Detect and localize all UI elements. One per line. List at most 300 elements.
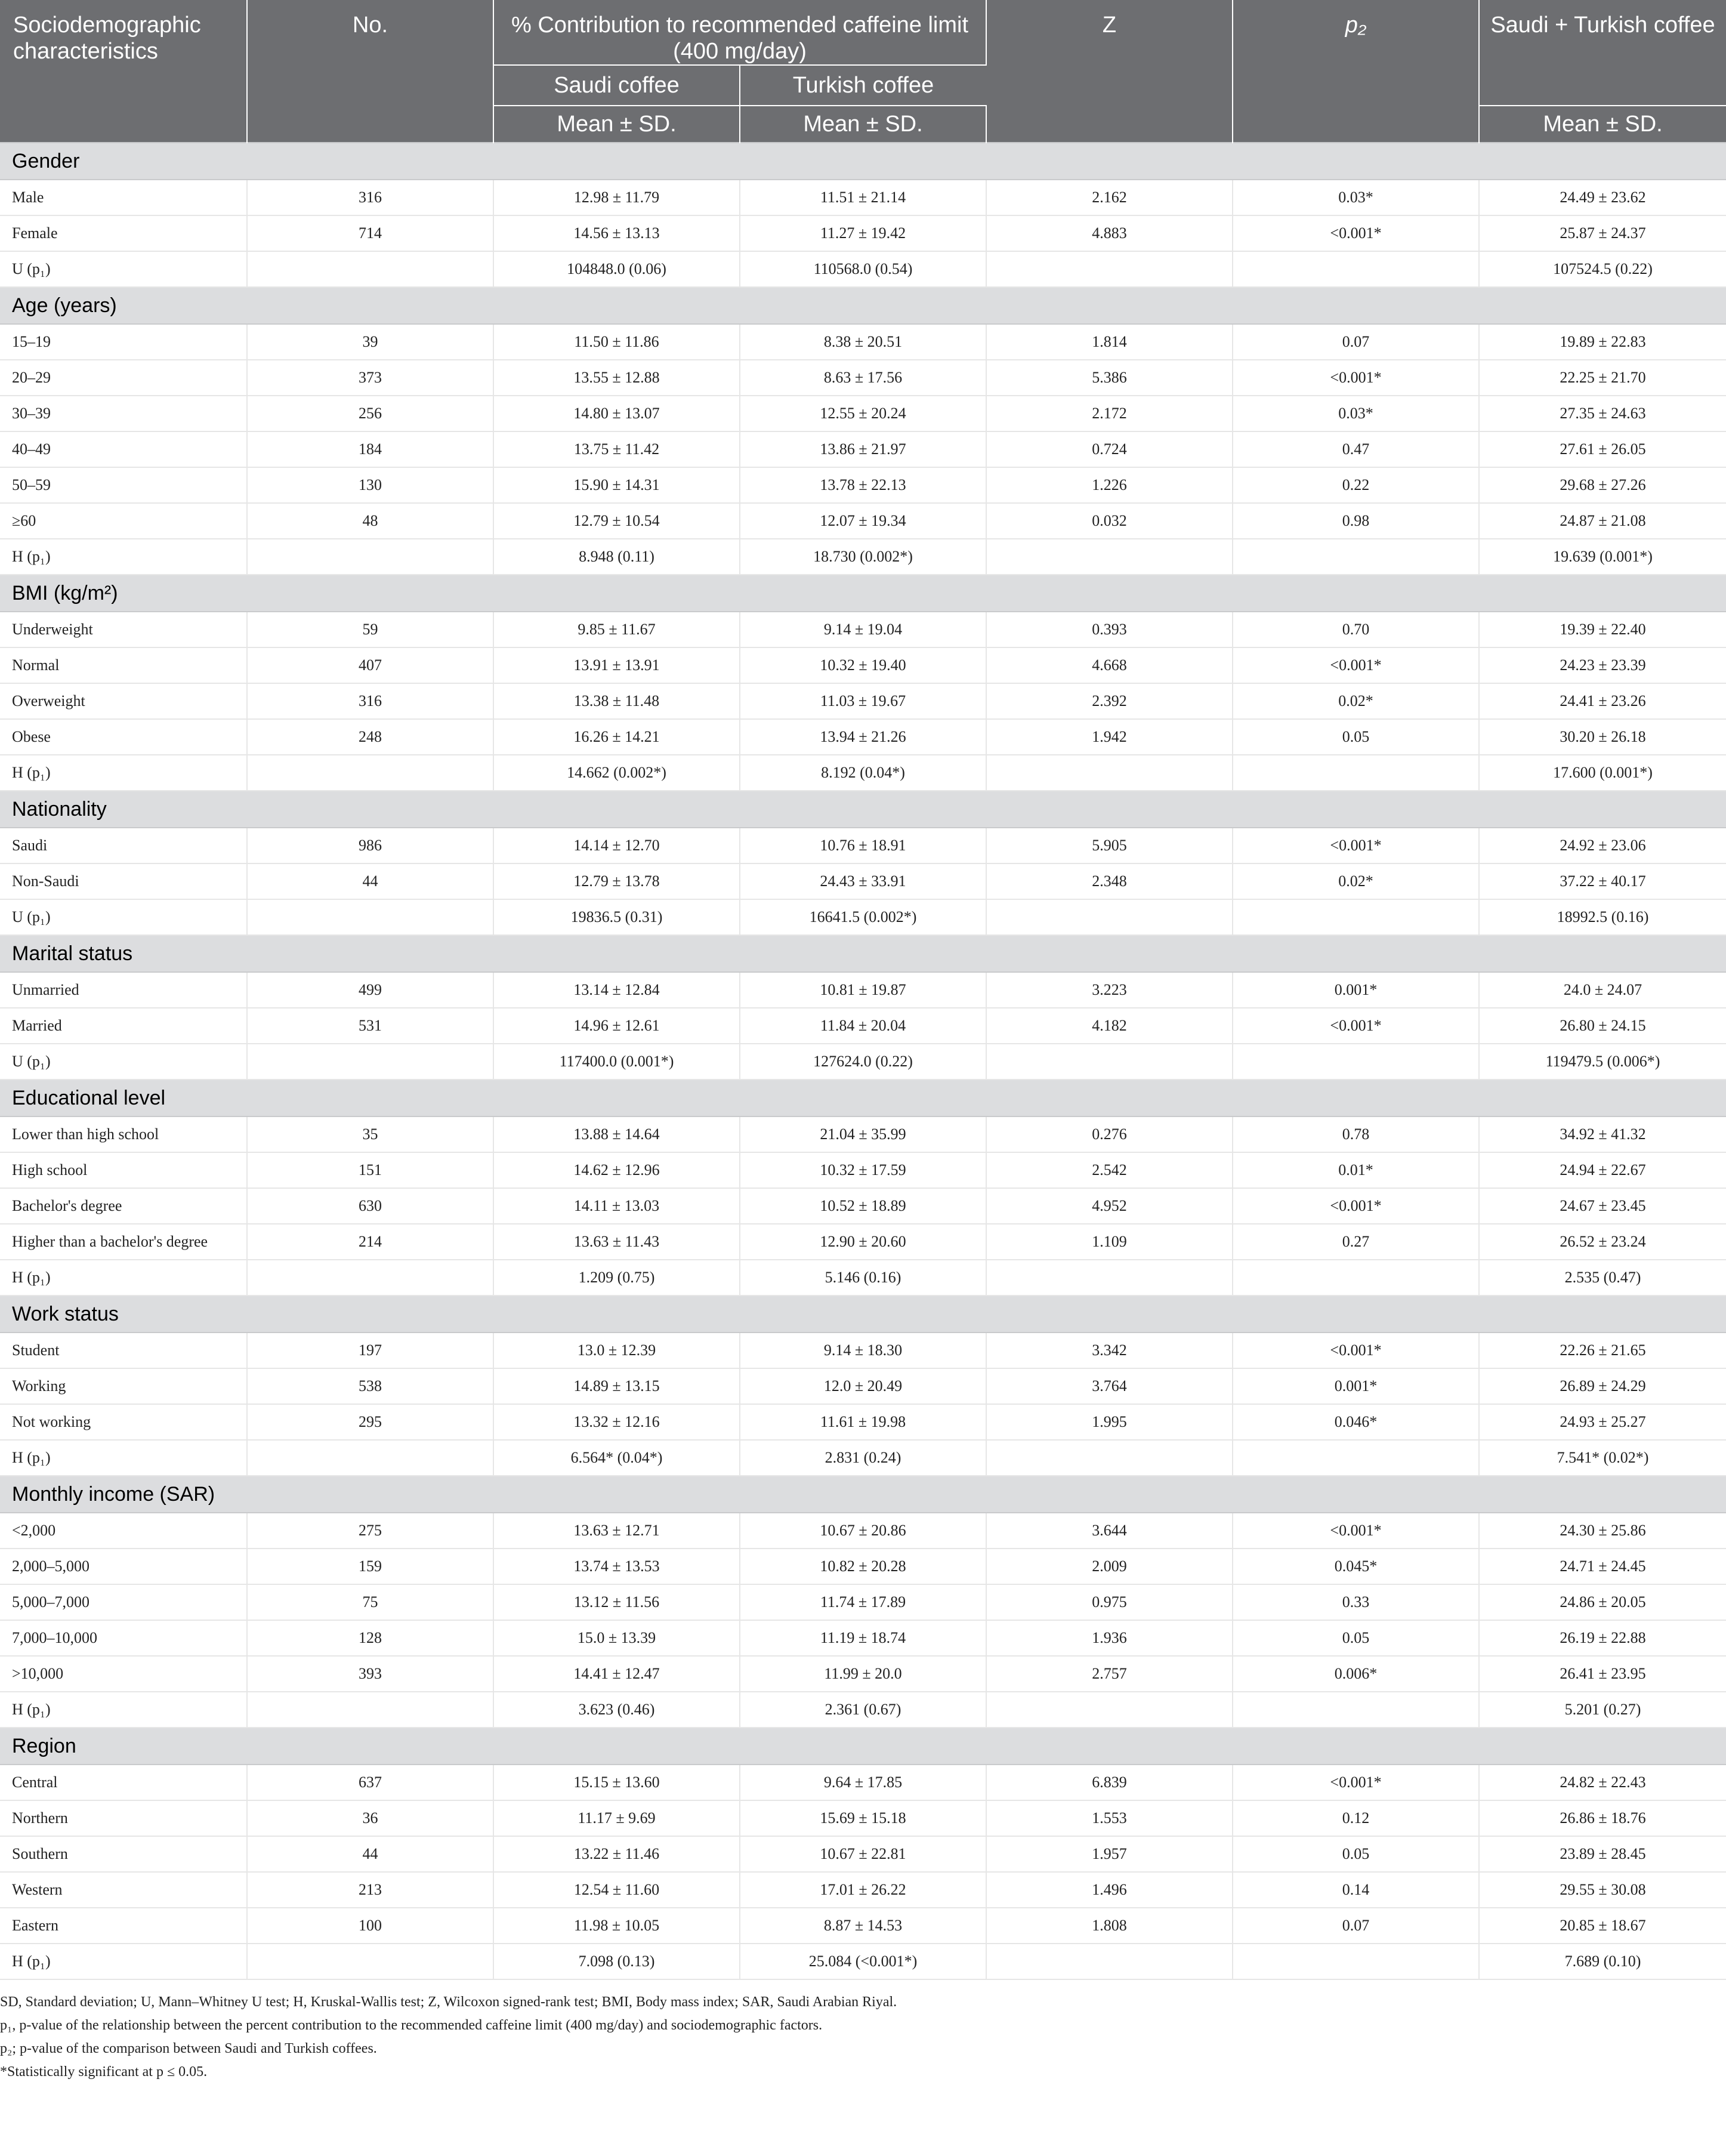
table-cell [1233,1044,1479,1079]
table-cell: 4.668 [986,647,1233,683]
table-row [0,539,1726,575]
table-cell: 10.52 ± 18.89 [740,1188,986,1224]
table-cell: 13.14 ± 12.84 [493,972,740,1008]
table-cell: 104848.0 (0.06) [493,251,740,287]
table-cell: 13.55 ± 12.88 [493,360,740,396]
table-cell: 29.68 ± 27.26 [1479,467,1726,503]
table-row [0,1044,1726,1079]
table-cell: 0.22 [1233,467,1479,503]
table-cell: 11.19 ± 18.74 [740,1620,986,1656]
table-cell: 714 [247,215,493,251]
table-cell: 0.724 [986,431,1233,467]
table-cell: 2.831 (0.24) [740,1440,986,1476]
table-cell [247,1260,493,1296]
table-cell: 12.0 ± 20.49 [740,1368,986,1404]
table-row [0,1513,1726,1549]
table-cell: 0.70 [1233,612,1479,647]
table-cell [1233,1692,1479,1728]
table-cell: 26.19 ± 22.88 [1479,1620,1726,1656]
table-row [0,972,1726,1008]
section-header-row [0,1476,1726,1513]
table-cell: 1.496 [986,1872,1233,1908]
table-cell: 184 [247,431,493,467]
table-cell: Obese [0,719,247,755]
footnote: *Statistically significant at p ≤ 0.05. [0,2064,208,2080]
table-cell: 1.814 [986,324,1233,360]
table-cell: Higher than a bachelor's degree [0,1224,247,1260]
table-cell: 1.995 [986,1404,1233,1440]
table-cell: 0.07 [1233,1908,1479,1944]
table-cell: 2.535 (0.47) [1479,1260,1726,1296]
table-cell: Non-Saudi [0,863,247,899]
table-cell: Married [0,1008,247,1044]
table-body [0,143,1726,1979]
table-row [0,1224,1726,1260]
table-cell: 2.348 [986,863,1233,899]
table-cell: 26.80 ± 24.15 [1479,1008,1726,1044]
table-cell: 2,000–5,000 [0,1549,247,1584]
table-cell: 4.182 [986,1008,1233,1044]
table-cell: 14.56 ± 13.13 [493,215,740,251]
section-title: Nationality [0,791,1726,828]
table-cell: 13.38 ± 11.48 [493,683,740,719]
table-cell: <0.001* [1233,647,1479,683]
table-row [0,612,1726,647]
table-row [0,1368,1726,1404]
table-row [0,1765,1726,1800]
table-cell: 0.05 [1233,719,1479,755]
table-cell: 0.33 [1233,1584,1479,1620]
table-cell: 11.99 ± 20.0 [740,1656,986,1692]
table-row [0,828,1726,863]
table-row [0,1404,1726,1440]
table-cell: 630 [247,1188,493,1224]
table-cell [1233,1440,1479,1476]
table-cell: 14.662 (0.002*) [493,755,740,791]
table-cell: U (p₁) [0,1044,247,1079]
table-cell: 0.046* [1233,1404,1479,1440]
table-cell: 27.61 ± 26.05 [1479,431,1726,467]
table-cell: U (p₁) [0,251,247,287]
table-cell: Eastern [0,1908,247,1944]
table-cell: 3.644 [986,1513,1233,1549]
header-combined: Saudi + Turkish coffee [1479,0,1726,106]
table-cell: 29.55 ± 30.08 [1479,1872,1726,1908]
table-cell: 1.942 [986,719,1233,755]
section-title: Age (years) [0,287,1726,324]
table-cell: 214 [247,1224,493,1260]
table-cell: 14.96 ± 12.61 [493,1008,740,1044]
table-cell: 8.87 ± 14.53 [740,1908,986,1944]
table-cell: 1.957 [986,1836,1233,1872]
table-cell: 0.393 [986,612,1233,647]
section-title: Educational level [0,1079,1726,1116]
table-cell: 15.15 ± 13.60 [493,1765,740,1800]
table-row [0,755,1726,791]
table-cell [247,1692,493,1728]
table-cell [247,755,493,791]
table-cell: 17.01 ± 26.22 [740,1872,986,1908]
table-cell: 27.35 ± 24.63 [1479,396,1726,431]
table-cell: <0.001* [1233,828,1479,863]
table-cell: 0.02* [1233,683,1479,719]
table-row [0,1333,1726,1368]
table-cell: Student [0,1333,247,1368]
table-cell: 10.76 ± 18.91 [740,828,986,863]
table-cell: 3.623 (0.46) [493,1692,740,1728]
table-cell: 11.17 ± 9.69 [493,1800,740,1836]
table-cell: 11.98 ± 10.05 [493,1908,740,1944]
table-cell: 2.542 [986,1152,1233,1188]
table-cell: 5.905 [986,828,1233,863]
table-cell: H (p₁) [0,539,247,575]
table-cell: 75 [247,1584,493,1620]
table-cell: 15–19 [0,324,247,360]
table-cell [247,539,493,575]
table-cell: 34.92 ± 41.32 [1479,1116,1726,1152]
table-cell: 7.689 (0.10) [1479,1944,1726,1979]
table-cell: 14.89 ± 13.15 [493,1368,740,1404]
table-cell: <0.001* [1233,360,1479,396]
table-cell: <0.001* [1233,215,1479,251]
table-cell [247,1044,493,1079]
table-cell [1233,1260,1479,1296]
table-cell: 0.12 [1233,1800,1479,1836]
table-cell: 25.87 ± 24.37 [1479,215,1726,251]
table-cell: 12.79 ± 10.54 [493,503,740,539]
table-cell: 12.55 ± 20.24 [740,396,986,431]
table-cell: 23.89 ± 28.45 [1479,1836,1726,1872]
header-saudi-coffee: Saudi coffee [493,65,740,106]
table-cell [1233,251,1479,287]
table-cell: H (p₁) [0,755,247,791]
table-cell: 213 [247,1872,493,1908]
table-cell: 12.90 ± 20.60 [740,1224,986,1260]
table-cell: 44 [247,863,493,899]
table-cell: Working [0,1368,247,1404]
header-mean-sd-turkish: Mean ± SD. [740,106,986,143]
table-cell [247,251,493,287]
table-cell: 14.14 ± 12.70 [493,828,740,863]
table-cell [986,755,1233,791]
table-cell [247,1440,493,1476]
table-row [0,1116,1726,1152]
table-cell: 0.01* [1233,1152,1479,1188]
table-cell: 12.07 ± 19.34 [740,503,986,539]
table-cell: 0.032 [986,503,1233,539]
table-cell: <0.001* [1233,1188,1479,1224]
table-row [0,215,1726,251]
table-cell: 13.0 ± 12.39 [493,1333,740,1368]
table-cell: 275 [247,1513,493,1549]
table-cell [1233,1944,1479,1979]
table-cell: 248 [247,719,493,755]
table-cell: 18.730 (0.002*) [740,539,986,575]
table-cell: 13.78 ± 22.13 [740,467,986,503]
table-cell: 13.32 ± 12.16 [493,1404,740,1440]
footnote: p₂; p-value of the comparison between Saudi and Turkish coffees. [0,2041,377,2056]
table-cell: 13.91 ± 13.91 [493,647,740,683]
table-cell: 13.74 ± 13.53 [493,1549,740,1584]
table-cell: 0.02* [1233,863,1479,899]
table-cell: 0.05 [1233,1620,1479,1656]
table-cell: 531 [247,1008,493,1044]
table-cell: 1.808 [986,1908,1233,1944]
table-cell: ≥60 [0,503,247,539]
table-cell: 373 [247,360,493,396]
table-cell: 36 [247,1800,493,1836]
table-cell [986,1260,1233,1296]
section-title: Gender [0,143,1726,180]
table-cell: 14.62 ± 12.96 [493,1152,740,1188]
table-row [0,1800,1726,1836]
table-cell: 499 [247,972,493,1008]
table-cell: 10.81 ± 19.87 [740,972,986,1008]
table-cell: 14.11 ± 13.03 [493,1188,740,1224]
table-cell: 0.03* [1233,180,1479,215]
table-cell: 2.361 (0.67) [740,1692,986,1728]
table-cell: 14.41 ± 12.47 [493,1656,740,1692]
table-cell: 130 [247,467,493,503]
table-cell: Male [0,180,247,215]
table-cell: 24.49 ± 23.62 [1479,180,1726,215]
section-title: Marital status [0,935,1726,972]
table-cell: 127624.0 (0.22) [740,1044,986,1079]
table-row [0,360,1726,396]
table-cell: 0.07 [1233,324,1479,360]
table-cell [1233,899,1479,935]
table-cell: 50–59 [0,467,247,503]
header-mean-sd-saudi: Mean ± SD. [493,106,740,143]
table-cell: 11.84 ± 20.04 [740,1008,986,1044]
table-cell [986,1440,1233,1476]
table-cell: Overweight [0,683,247,719]
table-cell: 12.79 ± 13.78 [493,863,740,899]
header-no: No. [247,0,493,143]
table-cell: 35 [247,1116,493,1152]
table-cell: 7,000–10,000 [0,1620,247,1656]
table-cell: 13.86 ± 21.97 [740,431,986,467]
table-cell: 24.86 ± 20.05 [1479,1584,1726,1620]
table-cell: 393 [247,1656,493,1692]
table-cell: 39 [247,324,493,360]
table-row [0,1908,1726,1944]
table-cell: H (p₁) [0,1440,247,1476]
table-row [0,251,1726,287]
table-cell: 2.162 [986,180,1233,215]
table-cell: 538 [247,1368,493,1404]
table-cell: 16641.5 (0.002*) [740,899,986,935]
table-cell: 119479.5 (0.006*) [1479,1044,1726,1079]
table-cell: 11.03 ± 19.67 [740,683,986,719]
table-cell: 10.32 ± 17.59 [740,1152,986,1188]
table-cell: Western [0,1872,247,1908]
table-cell: 24.71 ± 24.45 [1479,1549,1726,1584]
table-cell: 12.54 ± 11.60 [493,1872,740,1908]
table-cell: Saudi [0,828,247,863]
table-cell: 151 [247,1152,493,1188]
table-cell: 11.74 ± 17.89 [740,1584,986,1620]
table-cell: 0.975 [986,1584,1233,1620]
table-cell: <0.001* [1233,1333,1479,1368]
table-cell: 316 [247,683,493,719]
table-cell: 24.93 ± 25.27 [1479,1404,1726,1440]
table-cell: 1.936 [986,1620,1233,1656]
table-cell: 1.109 [986,1224,1233,1260]
footnote: p₁, p-value of the relationship between the percent contribution to the recommended caffeine limit (400 mg/day) and sociodemographic factors. [0,2018,823,2033]
table-cell: 197 [247,1333,493,1368]
table-cell: 100 [247,1908,493,1944]
table-cell: 316 [247,180,493,215]
table-cell: 9.64 ± 17.85 [740,1765,986,1800]
table-cell: 25.084 (<0.001*) [740,1944,986,1979]
table-cell: 44 [247,1836,493,1872]
table-row [0,683,1726,719]
table-cell: Northern [0,1800,247,1836]
table-cell: 24.67 ± 23.45 [1479,1188,1726,1224]
table-cell: 0.001* [1233,972,1479,1008]
table-cell: 637 [247,1765,493,1800]
table-cell: 5.201 (0.27) [1479,1692,1726,1728]
table-row [0,431,1726,467]
table-cell: Lower than high school [0,1116,247,1152]
table-row [0,396,1726,431]
table-header [0,0,1726,143]
table-cell [986,539,1233,575]
table-cell [986,899,1233,935]
table-cell: 15.69 ± 15.18 [740,1800,986,1836]
table-cell: Southern [0,1836,247,1872]
table-cell: <0.001* [1233,1008,1479,1044]
table-cell: 24.87 ± 21.08 [1479,503,1726,539]
table-row [0,1440,1726,1476]
table-cell: 37.22 ± 40.17 [1479,863,1726,899]
table-cell: 11.61 ± 19.98 [740,1404,986,1440]
table-row [0,1620,1726,1656]
section-title: BMI (kg/m²) [0,575,1726,612]
table-cell: 0.27 [1233,1224,1479,1260]
table-cell: 10.67 ± 22.81 [740,1836,986,1872]
table-cell: 24.82 ± 22.43 [1479,1765,1726,1800]
table-cell: H (p₁) [0,1944,247,1979]
table-row [0,1188,1726,1224]
table-cell: Underweight [0,612,247,647]
table-cell: 4.883 [986,215,1233,251]
table-cell: 26.89 ± 24.29 [1479,1368,1726,1404]
table-cell: 0.78 [1233,1116,1479,1152]
table-cell: 30–39 [0,396,247,431]
table-cell: Unmarried [0,972,247,1008]
section-header-row [0,575,1726,612]
footnote: SD, Standard deviation; U, Mann–Whitney U test; H, Kruskal-Wallis test; Z, Wilcoxon signed-rank test; BMI, Body mass index; SAR, Saudi Arabian Riyal. [0,1994,897,2010]
table-cell [986,1944,1233,1979]
table-cell [986,1692,1233,1728]
table-cell: 107524.5 (0.22) [1479,251,1726,287]
table-cell: 24.41 ± 23.26 [1479,683,1726,719]
table-cell [986,251,1233,287]
table-cell: 24.92 ± 23.06 [1479,828,1726,863]
table-cell: 18992.5 (0.16) [1479,899,1726,935]
table-cell: 0.03* [1233,396,1479,431]
table-cell: 2.757 [986,1656,1233,1692]
table-cell: 6.564* (0.04*) [493,1440,740,1476]
table-cell: 10.82 ± 20.28 [740,1549,986,1584]
table-cell: 19.89 ± 22.83 [1479,324,1726,360]
table-cell: 20–29 [0,360,247,396]
table-cell: 24.94 ± 22.67 [1479,1152,1726,1188]
table-cell: 8.948 (0.11) [493,539,740,575]
table-cell: H (p₁) [0,1692,247,1728]
section-header-row [0,1079,1726,1116]
section-header-row [0,1296,1726,1333]
table-cell: High school [0,1152,247,1188]
section-header-row [0,287,1726,324]
table-cell: 5.386 [986,360,1233,396]
table-row [0,1260,1726,1296]
table-cell: 9.14 ± 18.30 [740,1333,986,1368]
table-cell: 4.952 [986,1188,1233,1224]
table-cell: 2.172 [986,396,1233,431]
table-cell: 117400.0 (0.001*) [493,1044,740,1079]
table-row [0,324,1726,360]
footnotes [0,1980,1726,2084]
table-cell: 2.392 [986,683,1233,719]
section-title: Work status [0,1296,1726,1333]
table-cell: 59 [247,612,493,647]
table-cell: <0.001* [1233,1765,1479,1800]
table-cell: 128 [247,1620,493,1656]
table-cell: 24.30 ± 25.86 [1479,1513,1726,1549]
table-cell: 10.32 ± 19.40 [740,647,986,683]
table-cell: <2,000 [0,1513,247,1549]
table-cell: 3.342 [986,1333,1233,1368]
table-cell: U (p₁) [0,899,247,935]
table-cell: 1.226 [986,467,1233,503]
table-cell: 7.541* (0.02*) [1479,1440,1726,1476]
table-row [0,899,1726,935]
table-cell: 10.67 ± 20.86 [740,1513,986,1549]
table-row [0,863,1726,899]
table-cell: 13.63 ± 11.43 [493,1224,740,1260]
table-row [0,467,1726,503]
table-cell: 13.12 ± 11.56 [493,1584,740,1620]
table-cell: 22.26 ± 21.65 [1479,1333,1726,1368]
table-cell: 0.001* [1233,1368,1479,1404]
table-cell: H (p₁) [0,1260,247,1296]
table-cell: Bachelor's degree [0,1188,247,1224]
table-cell: 26.41 ± 23.95 [1479,1656,1726,1692]
table-cell: 24.23 ± 23.39 [1479,647,1726,683]
table-cell: 110568.0 (0.54) [740,251,986,287]
table-cell: 9.85 ± 11.67 [493,612,740,647]
table-cell: 0.006* [1233,1656,1479,1692]
table-cell: 20.85 ± 18.67 [1479,1908,1726,1944]
table-cell: 19.39 ± 22.40 [1479,612,1726,647]
table-cell: 295 [247,1404,493,1440]
header-characteristics: Sociodemographic characteristics [0,0,247,143]
table-cell: 8.38 ± 20.51 [740,324,986,360]
table-cell: Central [0,1765,247,1800]
table-cell: 407 [247,647,493,683]
table-cell: 48 [247,503,493,539]
table-cell: 19836.5 (0.31) [493,899,740,935]
table-row [0,503,1726,539]
table-row [0,1008,1726,1044]
table-row [0,1872,1726,1908]
table-cell: 13.63 ± 12.71 [493,1513,740,1549]
table-cell: Not working [0,1404,247,1440]
table-cell: 40–49 [0,431,247,467]
